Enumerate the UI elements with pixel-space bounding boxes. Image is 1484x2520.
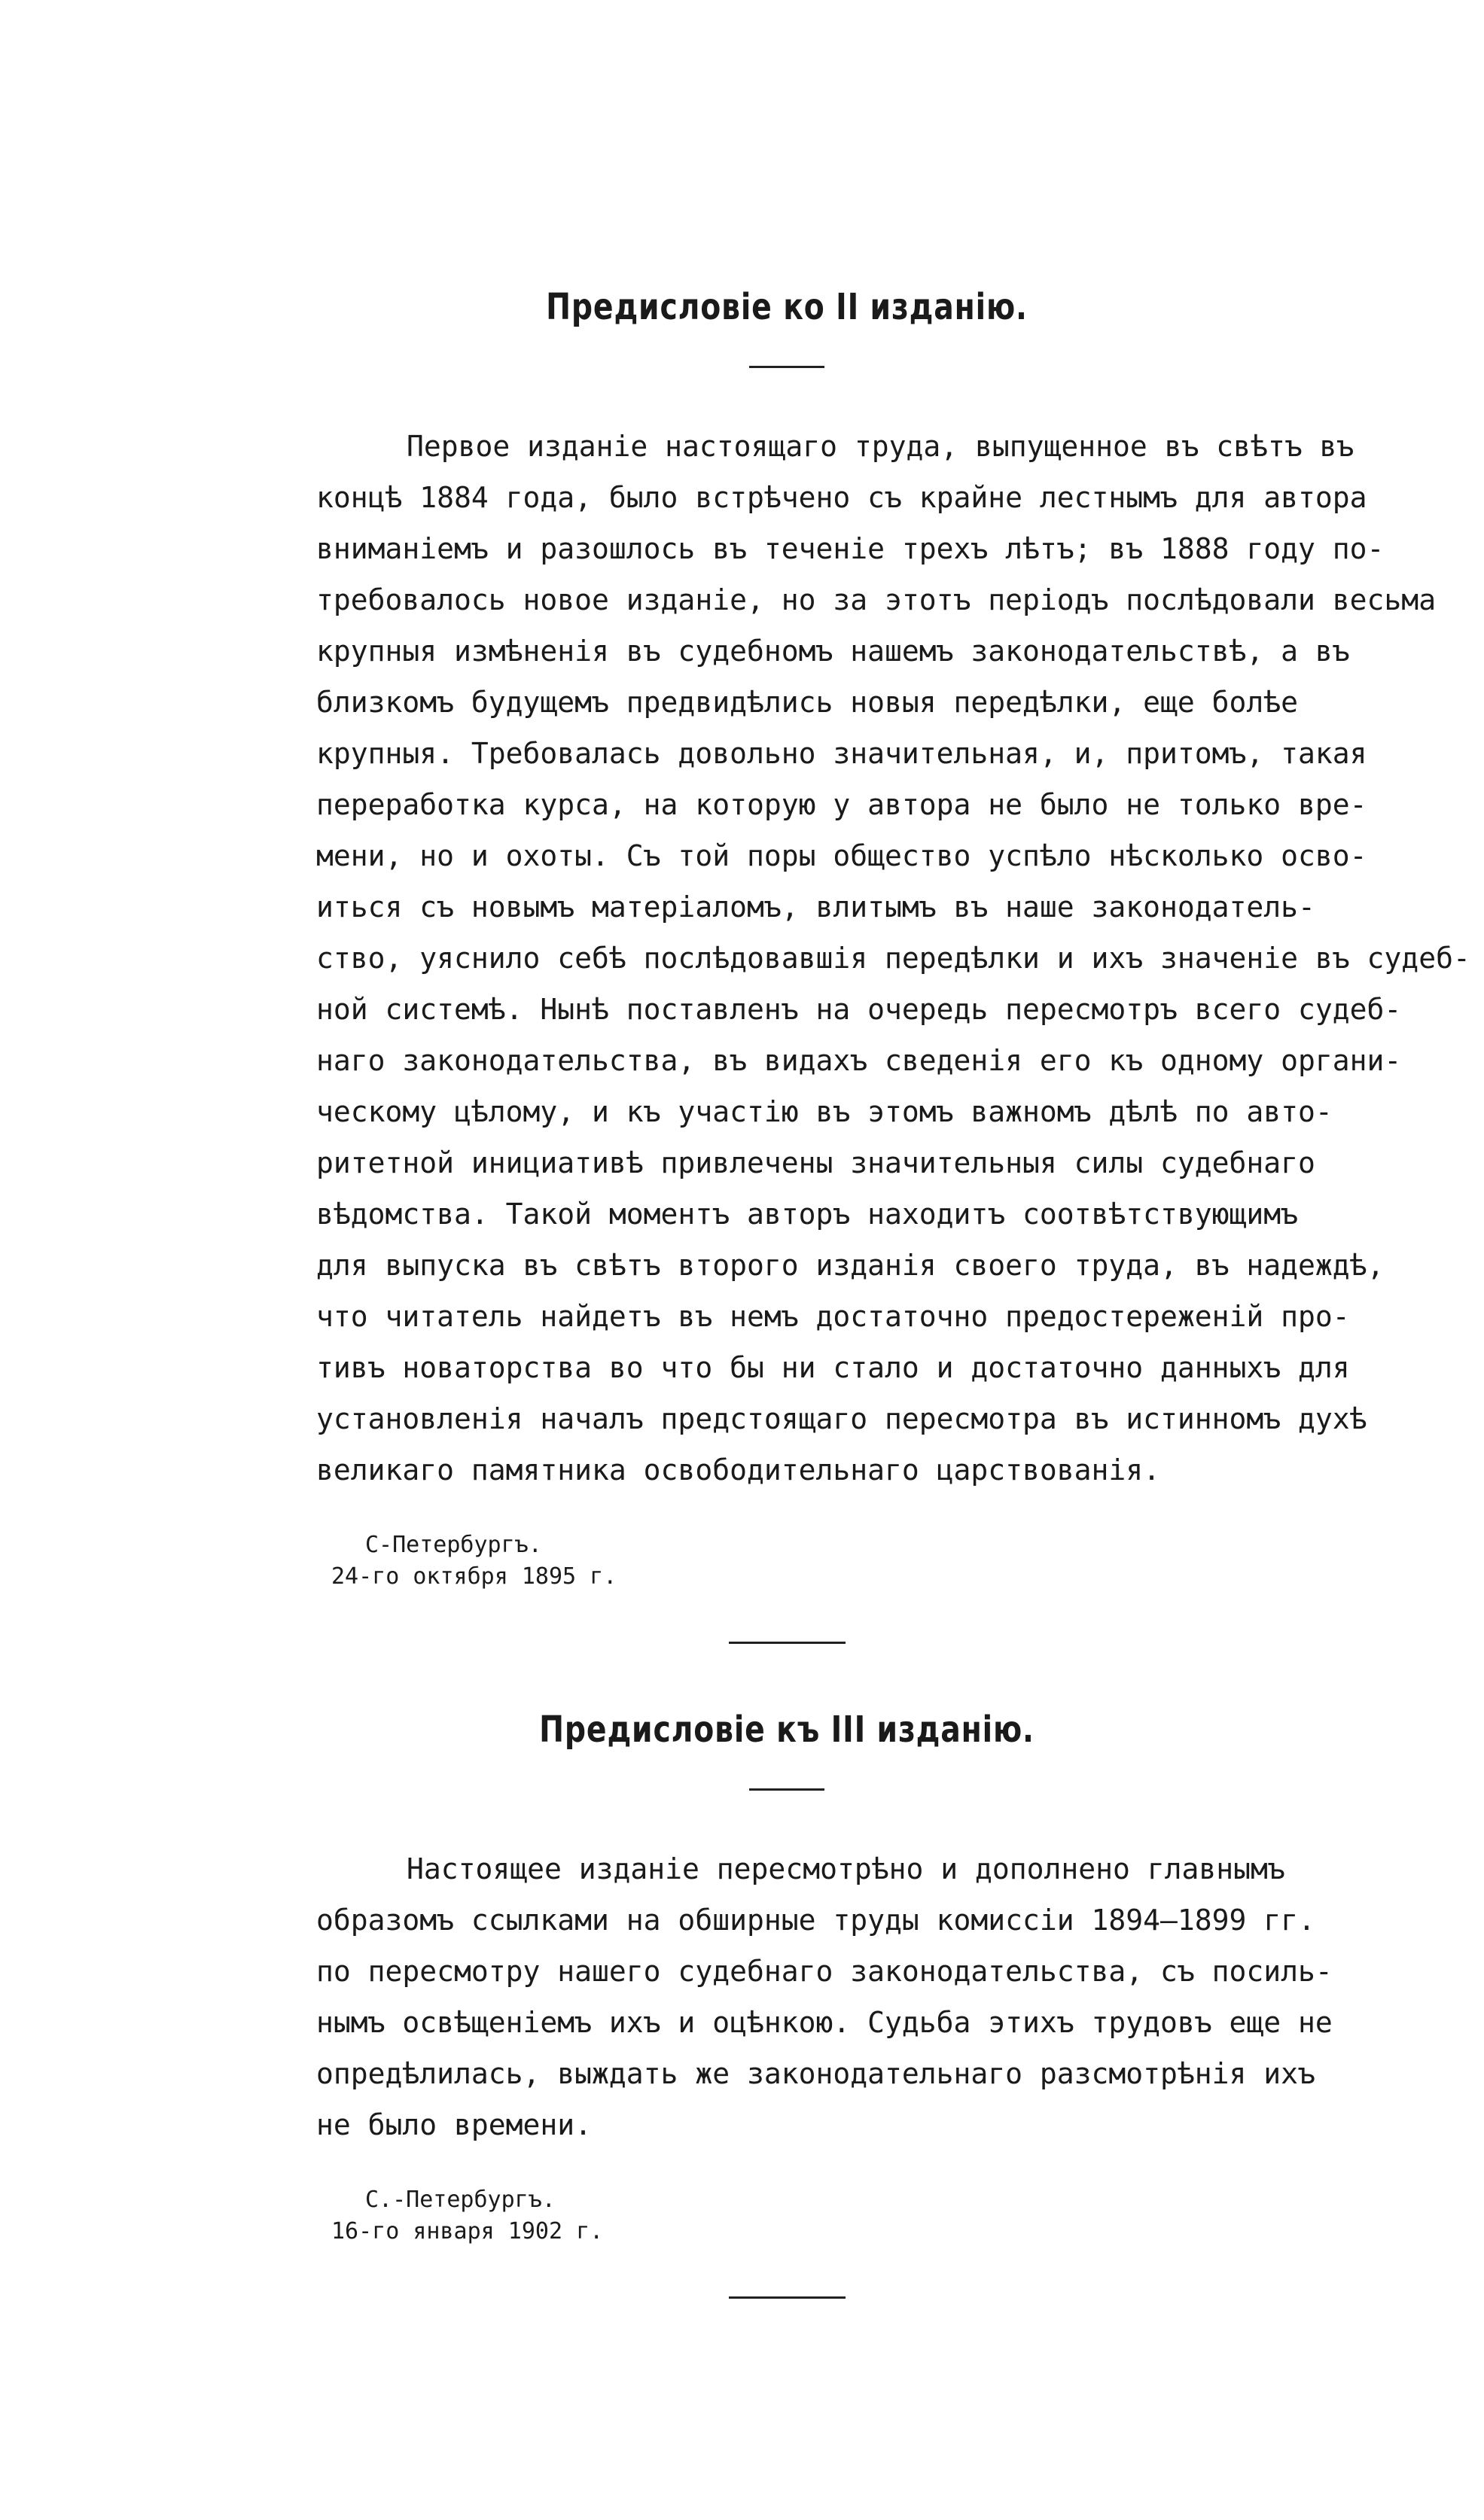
preface-3-body	[316, 1843, 1333, 2150]
text-line: мени, но и охоты. Съ той поры общество успѣло нѣсколько осво-	[316, 839, 1367, 872]
signature-city: С-Петербургъ.	[365, 1532, 542, 1558]
text-line: ство, уяснило себѣ послѣдовавшія передѣлки и ихъ значеніе въ судеб-	[316, 942, 1470, 975]
text-line: иться съ новымъ матеріаломъ, влитымъ въ наше законодатель-	[316, 890, 1315, 924]
preface-second-edition	[316, 286, 1470, 1644]
text-line: крупныя. Требовалась довольно значительная, и, притомъ, такая	[316, 737, 1367, 770]
text-line: великаго памятника освободительнаго царствованія.	[316, 1453, 1161, 1487]
text-line: ной системѣ. Нынѣ поставленъ на очередь пересмотръ всего судеб-	[316, 993, 1402, 1026]
text-line: нымъ освѣщеніемъ ихъ и оцѣнкою. Судьба этихъ трудовъ еще не	[316, 2006, 1333, 2039]
text-line: тивъ новаторства во что бы ни стало и достаточно данныхъ для	[316, 1351, 1350, 1384]
text-line: концѣ 1884 года, было встрѣчено съ крайне лестнымъ для автора	[316, 481, 1367, 514]
text-line: что читатель найдетъ въ немъ достаточно предостереженій про-	[316, 1300, 1350, 1333]
text-line: Первое изданіе настоящаго труда, выпущенное въ свѣтъ въ	[407, 430, 1354, 463]
text-line: образомъ ссылками на обширные труды комиссіи 1894—1899 гг.	[316, 1904, 1315, 1937]
text-line: по пересмотру нашего судебнаго законодательства, съ посиль-	[316, 1955, 1333, 1988]
text-line: опредѣлилась, выждать же законодательнаго разсмотрѣнія ихъ	[316, 2057, 1315, 2090]
text-line: ческому цѣлому, и къ участію въ этомъ важномъ дѣлѣ по авто-	[316, 1095, 1333, 1128]
text-line: установленія началъ предстоящаго пересмотра въ истинномъ духѣ	[316, 1402, 1367, 1435]
preface-3-signature	[331, 2184, 1257, 2248]
text-line: ритетной инициативѣ привлечены значительныя силы судебнаго	[316, 1146, 1315, 1179]
text-line: близкомъ будущемъ предвидѣлись новыя передѣлки, еще болѣе	[316, 686, 1299, 719]
text-line: для выпуска въ свѣтъ второго изданія своего труда, въ надеждѣ,	[316, 1249, 1385, 1282]
preface-2-body	[316, 421, 1470, 1496]
text-line: вѣдомства. Такой моментъ авторъ находитъ соотвѣтствующимъ	[316, 1198, 1299, 1231]
signature-date: 16-го января 1902 г.	[331, 2218, 604, 2245]
text-line: вниманіемъ и разошлось въ теченіе трехъ лѣтъ; въ 1888 году по-	[316, 532, 1385, 565]
preface-3-title: Предисловіе къ III изданію.	[539, 1709, 1035, 1751]
text-line: требовалось новое изданіе, но за этотъ періодъ послѣдовали весьма	[316, 583, 1437, 616]
text-line: Настоящее изданіе пересмотрѣно и дополнено главнымъ	[407, 1852, 1285, 1885]
title-divider	[749, 366, 824, 368]
section-divider	[729, 2296, 846, 2299]
text-line: не было времени.	[316, 2108, 593, 2141]
preface-2-signature	[331, 1529, 1257, 1593]
section-divider	[729, 1642, 846, 1644]
text-line: наго законодательства, въ видахъ сведенія его къ одному органи-	[316, 1044, 1402, 1077]
signature-city: С.-Петербургъ.	[365, 2187, 556, 2213]
preface-2-title: Предисловіе ко II изданію.	[546, 286, 1028, 328]
preface-third-edition	[316, 1709, 1333, 2299]
text-line: переработка курса, на которую у автора не было не только вре-	[316, 788, 1367, 821]
text-line: крупныя измѣненія въ судебномъ нашемъ законодательствѣ, а въ	[316, 635, 1350, 668]
title-divider	[749, 1788, 824, 1791]
signature-date: 24-го октября 1895 г.	[331, 1563, 617, 1590]
